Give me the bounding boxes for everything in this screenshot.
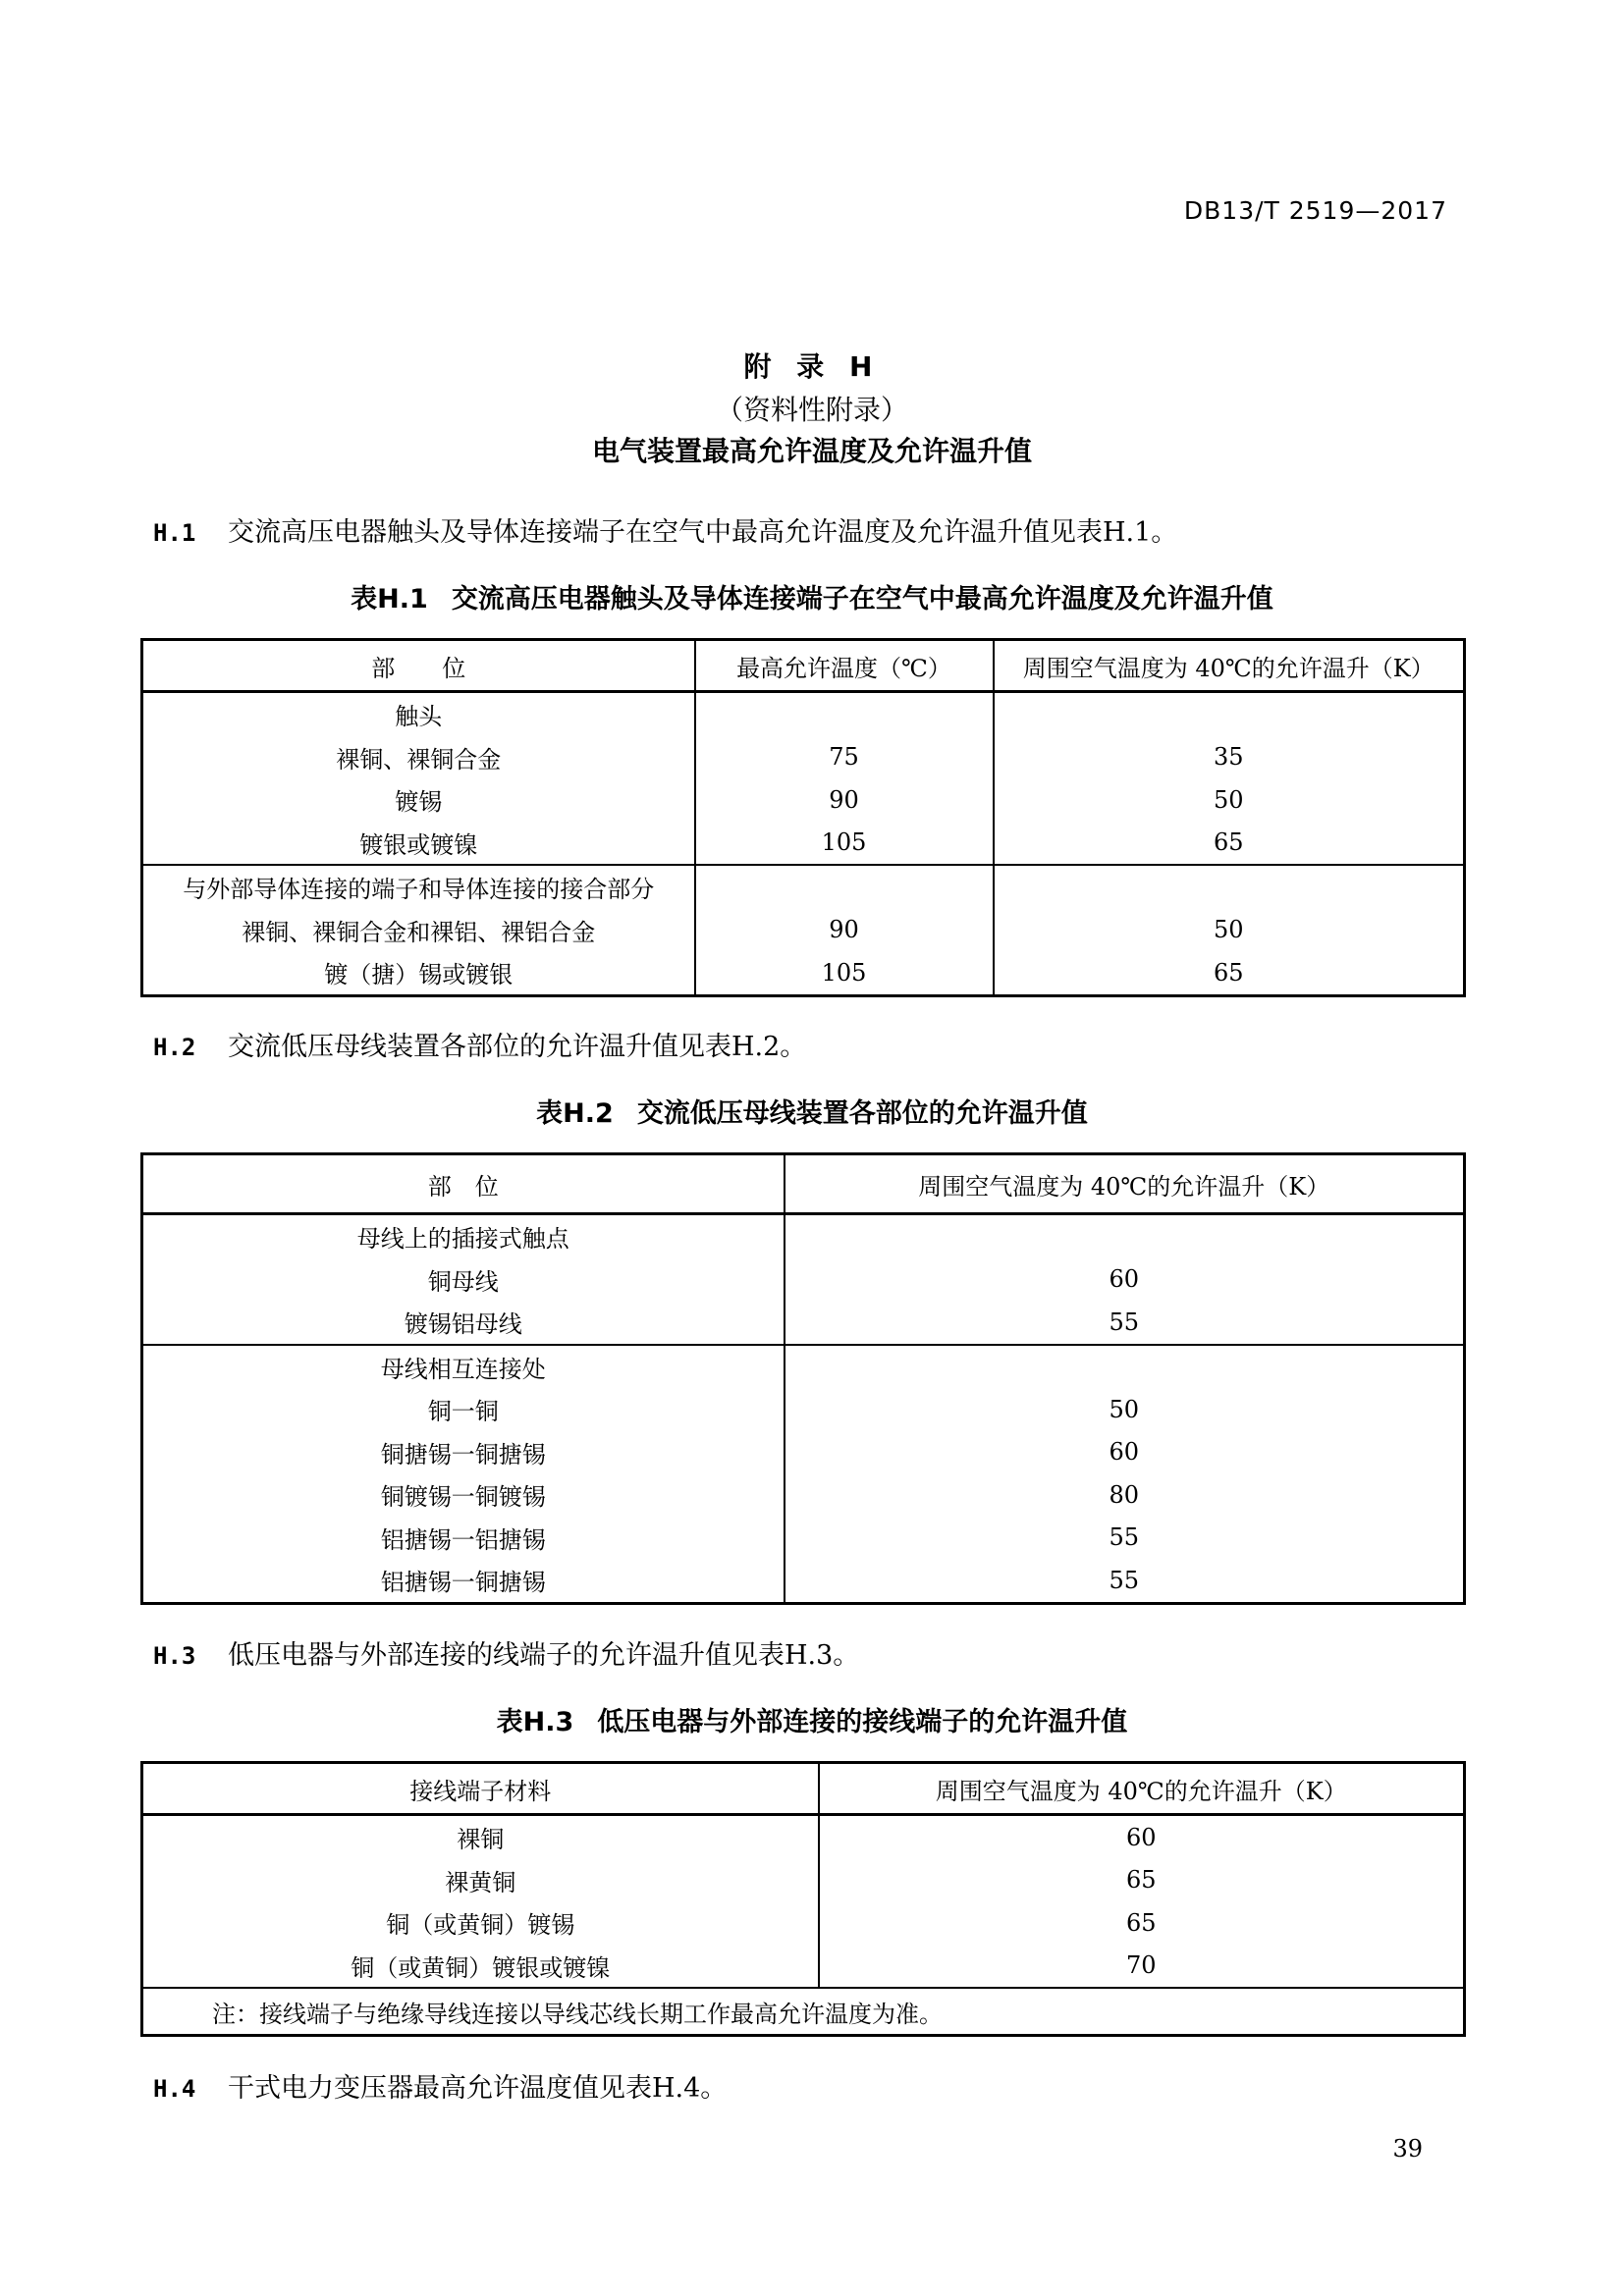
cell: 35 — [994, 736, 1465, 779]
table-caption-text: 交流低压母线装置各部位的允许温升值 — [636, 1098, 1088, 1129]
cell: 70 — [819, 1945, 1465, 1989]
section-number: H.4 — [153, 2075, 196, 2103]
table-h1 — [140, 638, 1466, 997]
table-row — [142, 1345, 1465, 1389]
cell — [695, 865, 994, 909]
page-number: 39 — [1392, 2135, 1423, 2163]
column-header: 最高允许温度（℃） — [695, 640, 994, 692]
table-row — [142, 736, 1465, 779]
table-header-row — [142, 1154, 1465, 1214]
cell: 65 — [819, 1859, 1465, 1902]
cell: 60 — [785, 1431, 1465, 1474]
cell: 铝搪锡一铜搪锡 — [142, 1559, 785, 1603]
cell: 铝搪锡一铝搪锡 — [142, 1517, 785, 1560]
cell — [994, 692, 1465, 736]
cell: 55 — [785, 1301, 1465, 1345]
table-caption-text: 低压电器与外部连接的接线端子的允许温升值 — [597, 1707, 1128, 1737]
cell: 触头 — [142, 692, 695, 736]
section-number: H.2 — [153, 1034, 196, 1061]
cell: 镀银或镀镍 — [142, 822, 695, 866]
cell: 裸铜、裸铜合金 — [142, 736, 695, 779]
section-text: 低压电器与外部连接的线端子的允许温升值见表H.3。 — [228, 1640, 860, 1671]
table-row — [142, 1301, 1465, 1345]
cell: 65 — [994, 822, 1465, 866]
table-row — [142, 1214, 1465, 1258]
table-row — [142, 951, 1465, 995]
table-row — [142, 822, 1465, 866]
table-row — [142, 1859, 1465, 1902]
cell: 105 — [695, 822, 994, 866]
table-row — [142, 692, 1465, 736]
cell: 裸铜、裸铜合金和裸铝、裸铝合金 — [142, 909, 695, 952]
cell: 90 — [695, 778, 994, 822]
cell: 铜一铜 — [142, 1388, 785, 1431]
table-header-row — [142, 1763, 1465, 1815]
section-h2 — [153, 1025, 806, 1063]
cell: 母线上的插接式触点 — [142, 1214, 785, 1258]
table-h3 — [140, 1761, 1466, 2037]
cell: 60 — [819, 1815, 1465, 1859]
cell: 母线相互连接处 — [142, 1345, 785, 1389]
table3-caption — [0, 1700, 1624, 1738]
document-code: DB13/T 2519—2017 — [1183, 196, 1447, 225]
appendix-subtitle: （资料性附录） — [715, 394, 908, 426]
cell — [695, 692, 994, 736]
table-h2 — [140, 1152, 1466, 1605]
cell: 镀（搪）锡或镀银 — [142, 951, 695, 995]
cell: 80 — [785, 1473, 1465, 1517]
table-number: 表H.2 — [536, 1098, 614, 1129]
appendix-main-title: 电气装置最高允许温度及允许温升值 — [591, 435, 1032, 467]
section-text: 交流低压母线装置各部位的允许温升值见表H.2。 — [228, 1032, 807, 1062]
section-text: 交流高压电器触头及导体连接端子在空气中最高允许温度及允许温升值见表H.1。 — [228, 517, 1178, 548]
cell: 65 — [994, 951, 1465, 995]
cell: 与外部导体连接的端子和导体连接的接合部分 — [142, 865, 695, 909]
appendix-title: 附 录 H — [743, 350, 881, 383]
table-row — [142, 1431, 1465, 1474]
table-row — [142, 909, 1465, 952]
table-row — [142, 1815, 1465, 1859]
table-row — [142, 778, 1465, 822]
table-row — [142, 1559, 1465, 1603]
section-h3 — [153, 1633, 859, 1672]
cell — [785, 1345, 1465, 1389]
cell: 铜（或黄铜）镀锡 — [142, 1901, 819, 1945]
column-header: 周围空气温度为 40℃的允许温升（K） — [785, 1154, 1465, 1214]
cell: 50 — [785, 1388, 1465, 1431]
cell: 50 — [994, 909, 1465, 952]
table-row — [142, 1517, 1465, 1560]
cell: 铜母线 — [142, 1258, 785, 1302]
column-header: 周围空气温度为 40℃的允许温升（K） — [819, 1763, 1465, 1815]
column-header: 部 位 — [142, 1154, 785, 1214]
cell: 裸黄铜 — [142, 1859, 819, 1902]
cell: 60 — [785, 1258, 1465, 1302]
table-number: 表H.1 — [351, 584, 428, 614]
section-h4 — [153, 2066, 727, 2105]
table2-caption — [0, 1092, 1624, 1130]
section-number: H.3 — [153, 1642, 196, 1670]
cell — [994, 865, 1465, 909]
table-note-row — [142, 1988, 1465, 2036]
cell: 铜搪锡一铜搪锡 — [142, 1431, 785, 1474]
cell: 55 — [785, 1517, 1465, 1560]
table-row — [142, 1945, 1465, 1989]
cell: 105 — [695, 951, 994, 995]
column-header: 周围空气温度为 40℃的允许温升（K） — [994, 640, 1465, 692]
cell: 90 — [695, 909, 994, 952]
table-row — [142, 865, 1465, 909]
table-header-row — [142, 640, 1465, 692]
table-row — [142, 1901, 1465, 1945]
column-header: 部 位 — [142, 640, 695, 692]
table-row — [142, 1388, 1465, 1431]
cell: 55 — [785, 1559, 1465, 1603]
column-header: 接线端子材料 — [142, 1763, 819, 1815]
cell: 75 — [695, 736, 994, 779]
section-h1 — [153, 510, 1177, 549]
table-row — [142, 1473, 1465, 1517]
table-caption-text: 交流高压电器触头及导体连接端子在空气中最高允许温度及允许温升值 — [451, 584, 1273, 614]
cell: 铜镀锡一铜镀锡 — [142, 1473, 785, 1517]
section-number: H.1 — [153, 519, 196, 547]
cell — [785, 1214, 1465, 1258]
cell: 50 — [994, 778, 1465, 822]
cell: 铜（或黄铜）镀银或镀镍 — [142, 1945, 819, 1989]
table-number: 表H.3 — [496, 1707, 574, 1737]
cell: 65 — [819, 1901, 1465, 1945]
cell: 镀锡铝母线 — [142, 1301, 785, 1345]
cell: 裸铜 — [142, 1815, 819, 1859]
cell: 镀锡 — [142, 778, 695, 822]
table-note: 注：接线端子与绝缘导线连接以导线芯线长期工作最高允许温度为准。 — [142, 1988, 1465, 2036]
table1-caption — [0, 577, 1624, 615]
table-row — [142, 1258, 1465, 1302]
section-text: 干式电力变压器最高允许温度值见表H.4。 — [228, 2073, 728, 2104]
